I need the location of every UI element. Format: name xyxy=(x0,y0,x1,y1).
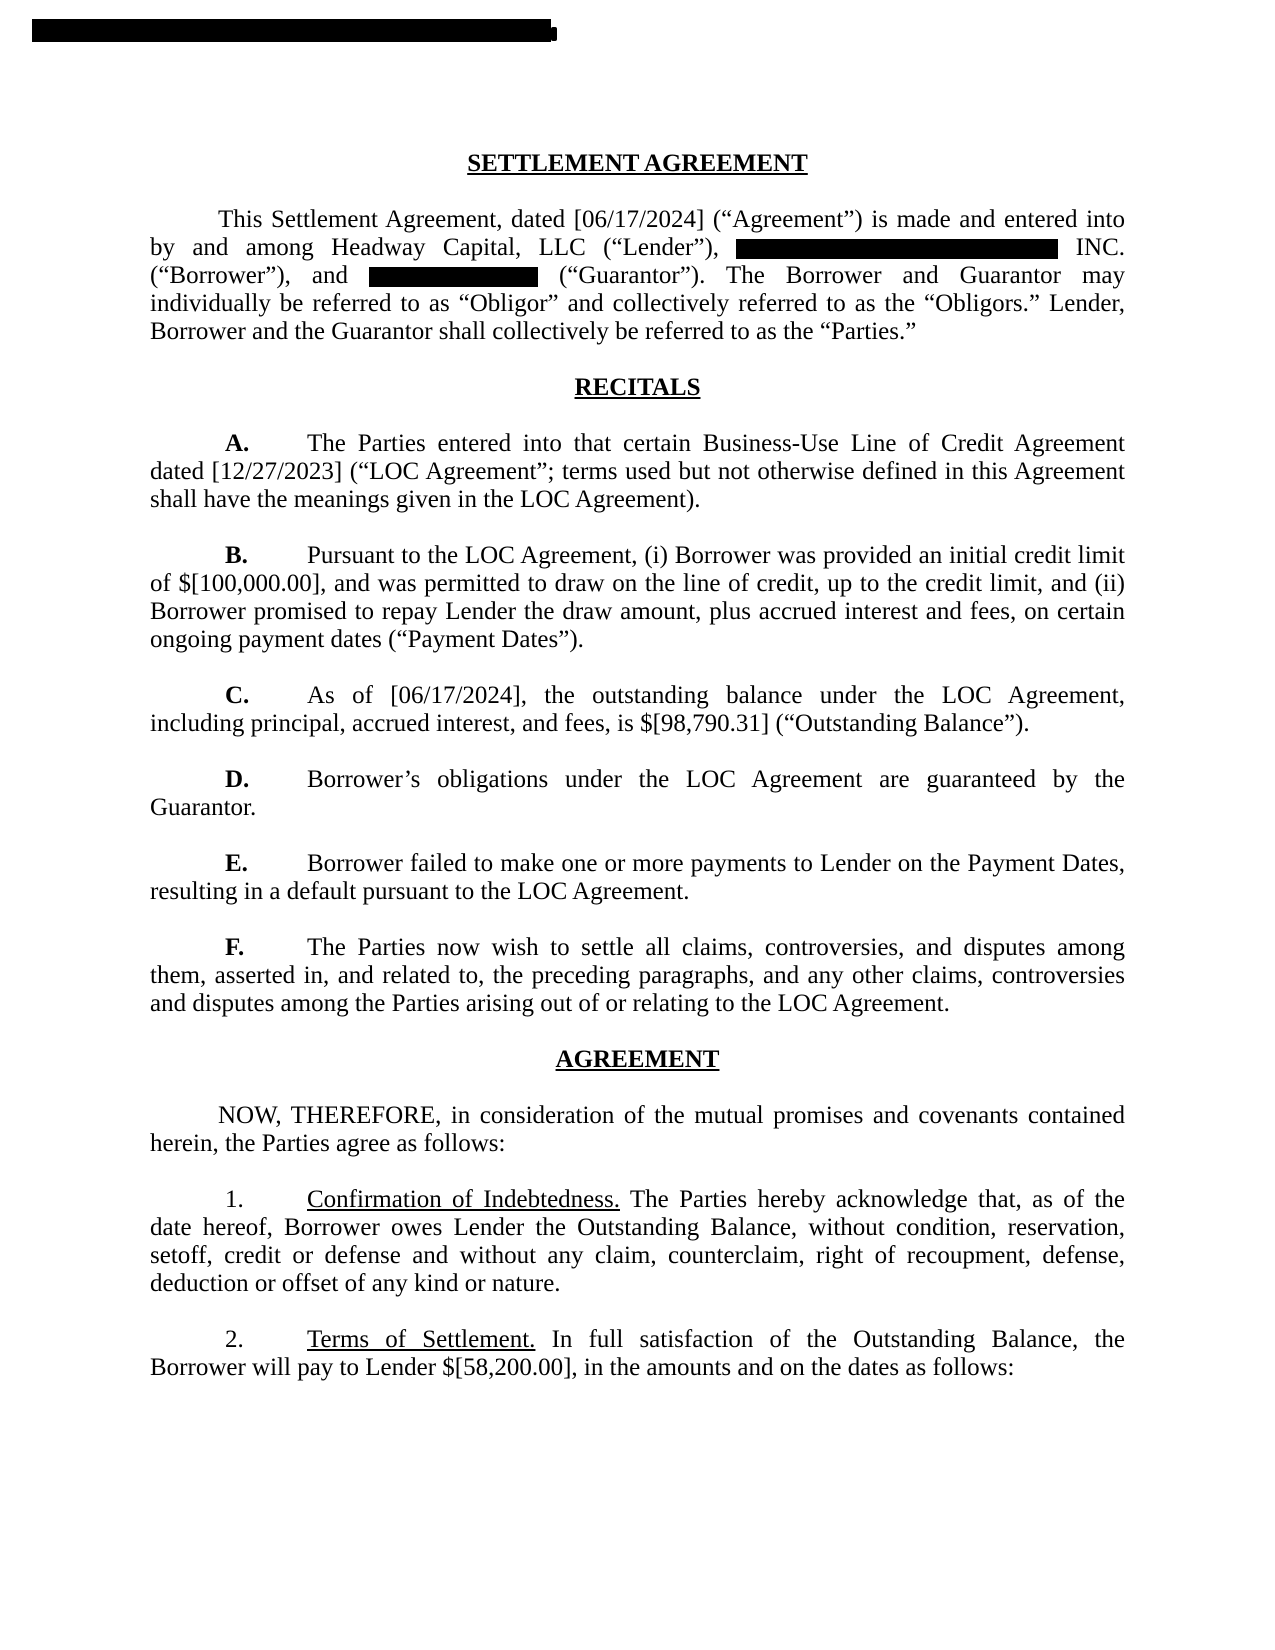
document-body xyxy=(150,150,1125,1410)
paragraph-label: 1. xyxy=(225,1186,244,1213)
recital-paragraph-b xyxy=(150,542,1125,654)
text-run: (“Guarantor”). The Borrower and Guarantor may individually be referred to as “Obligor” and collectively referred to as the “Obligors.” Lender, Borrower and the Guarantor shall collectively be referred to as the “Parties.” xyxy=(150,262,1125,345)
numbered-paragraph-2 xyxy=(150,1326,1125,1382)
text-run: Borrower failed to make one or more payments to Lender on the Payment Dates, resulting in a default pursuant to the LOC Agreement. xyxy=(150,850,1125,905)
text-run: The Parties entered into that certain Business-Use Line of Credit Agreement dated [12/27/2023] (“LOC Agreement”; terms used but not otherwise defined in this Agreement shall have the meanings given in the LOC Agreement). xyxy=(150,430,1125,513)
text-run: Pursuant to the LOC Agreement, (i) Borrower was provided an initial credit limit of $[100,000.00], and was permitted to draw on the line of credit, up to the credit limit, and (ii) Borrower promised to repay Lender the draw amount, plus accrued interest and fees, on certain ongoing payment dates (“Payment Dates”). xyxy=(150,542,1125,653)
paragraph-label: C. xyxy=(225,682,250,709)
numbered-paragraph-1 xyxy=(150,1186,1125,1298)
section-heading-agreement xyxy=(150,1046,1125,1074)
text-run: The Parties hereby acknowledge that, as of the date hereof, Borrower owes Lender the Outstanding Balance, without condition, reservation, setoff, credit or defense and without any claim, counterclaim, right of recoupment, defense, deduction or offset of any kind or nature. xyxy=(150,1186,1125,1297)
text-run: NOW, THEREFORE, in consideration of the mutual promises and covenants contained herein, the Parties agree as follows: xyxy=(150,1102,1125,1157)
clause-heading: Terms of Settlement. xyxy=(307,1326,536,1353)
recital-paragraph-c xyxy=(150,682,1125,738)
section-heading-text: RECITALS xyxy=(574,374,701,401)
paragraph-label: A. xyxy=(225,430,250,457)
inline-redaction xyxy=(369,267,538,287)
paragraph-label: 2. xyxy=(225,1326,244,1353)
section-heading-text: AGREEMENT xyxy=(555,1046,720,1073)
text-run: INC.(“Borrower”), and xyxy=(150,234,1125,289)
section-heading-text: SETTLEMENT AGREEMENT xyxy=(467,150,808,177)
recital-paragraph-e xyxy=(150,850,1125,906)
section-heading-recitals xyxy=(150,374,1125,402)
recital-paragraph-a xyxy=(150,430,1125,514)
text-run: The Parties now wish to settle all claims, controversies, and disputes among them, asserted in, and related to, the preceding paragraphs, and any other claims, controversies and disputes among the Parties arising out of or relating to the LOC Agreement. xyxy=(150,934,1125,1017)
header-redaction-tail xyxy=(551,27,557,41)
recital-paragraph-d xyxy=(150,766,1125,822)
paragraph-label: B. xyxy=(225,542,248,569)
section-heading-settlement-agreement xyxy=(150,150,1125,178)
body-paragraph xyxy=(150,206,1125,346)
text-run: In full satisfaction of the Outstanding Balance, the Borrower will pay to Lender $[58,200.00], in the amounts and on the dates as follows: xyxy=(150,1326,1125,1381)
text-run: As of [06/17/2024], the outstanding balance under the LOC Agreement, including principal, accrued interest, and fees, is $[98,790.31] (“Outstanding Balance”). xyxy=(150,682,1125,737)
clause-heading: Confirmation of Indebtedness. xyxy=(307,1186,620,1213)
body-paragraph xyxy=(150,1102,1125,1158)
paragraph-label: E. xyxy=(225,850,248,877)
text-run: Borrower’s obligations under the LOC Agreement are guaranteed by the Guarantor. xyxy=(150,766,1125,821)
paragraph-label: D. xyxy=(225,766,250,793)
header-redaction-bar xyxy=(32,19,551,42)
recital-paragraph-f xyxy=(150,934,1125,1018)
paragraph-label: F. xyxy=(225,934,245,961)
inline-redaction xyxy=(736,239,1058,259)
text-run: This Settlement Agreement, dated [06/17/2024] (“Agreement”) is made and entered into by and among Headway Capital, LLC (“Lender”), xyxy=(150,206,1125,261)
